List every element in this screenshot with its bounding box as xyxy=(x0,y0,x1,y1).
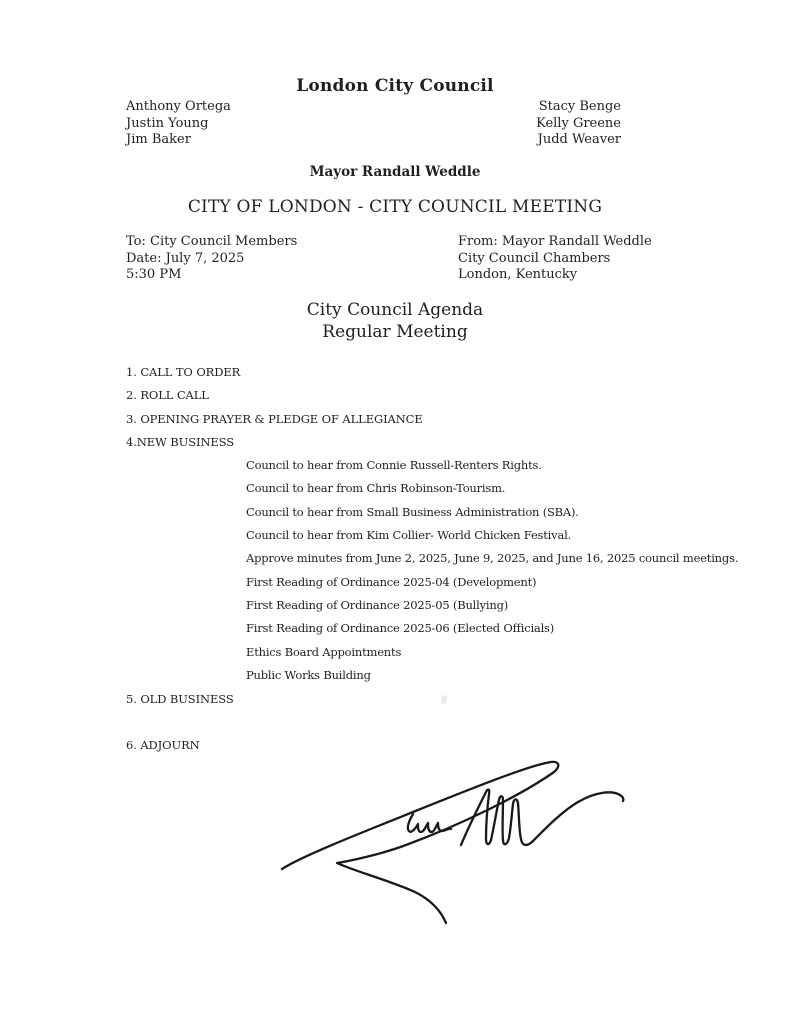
new-business-item: First Reading of Ordinance 2025-05 (Bullying) xyxy=(246,598,509,612)
new-business-item: Council to hear from Small Business Administration (SBA). xyxy=(246,505,579,519)
agenda-item-adjourn: 6. ADJOURN xyxy=(126,738,200,752)
council-members-left xyxy=(126,99,231,149)
agenda-item-prayer-pledge: 3. OPENING PRAYER & PLEDGE OF ALLEGIANCE xyxy=(126,412,423,426)
council-member: Judd Weaver xyxy=(537,132,621,147)
agenda-heading-line2: Regular Meeting xyxy=(322,321,468,342)
council-member: Kelly Greene xyxy=(536,115,621,131)
memo-time: 5:30 PM xyxy=(126,267,182,282)
memo-location-2: London, Kentucky xyxy=(458,267,578,282)
mayor-signature xyxy=(268,750,648,935)
new-business-item: Approve minutes from June 2, 2025, June 9, 2025, and June 16, 2025 council meetings. xyxy=(246,551,739,565)
council-member: Jim Baker xyxy=(126,132,191,147)
memo-to-block xyxy=(126,234,297,284)
memo-to: To: City Council Members xyxy=(126,234,298,249)
scan-artifact xyxy=(440,694,448,704)
agenda-item-new-business: 4.NEW BUSINESS xyxy=(126,435,235,449)
new-business-item: First Reading of Ordinance 2025-06 (Elected Officials) xyxy=(246,621,555,635)
agenda-item-old-business: 5. OLD BUSINESS xyxy=(126,692,234,706)
mayor-name-line: Mayor Randall Weddle xyxy=(309,164,481,180)
agenda-item-roll-call: 2. ROLL CALL xyxy=(126,388,209,402)
new-business-item: Council to hear from Kim Collier- World Chicken Festival. xyxy=(246,528,572,542)
meeting-title: CITY OF LONDON - CITY COUNCIL MEETING xyxy=(187,197,603,217)
new-business-item: Ethics Board Appointments xyxy=(246,645,402,659)
new-business-item: Council to hear from Chris Robinson-Tourism. xyxy=(246,481,506,495)
organization-title: London City Council xyxy=(296,76,494,96)
agenda-heading xyxy=(0,300,790,343)
memo-from: From: Mayor Randall Weddle xyxy=(458,234,652,249)
council-member: Stacy Benge xyxy=(538,99,621,114)
new-business-item: Public Works Building xyxy=(246,668,371,682)
council-member: Justin Young xyxy=(126,115,209,131)
agenda-heading-line1: City Council Agenda xyxy=(306,300,484,320)
new-business-item: First Reading of Ordinance 2025-04 (Development) xyxy=(246,575,537,589)
memo-date: Date: July 7, 2025 xyxy=(126,250,245,266)
agenda-item-call-to-order: 1. CALL TO ORDER xyxy=(126,365,241,379)
council-members-right xyxy=(536,99,621,149)
new-business-item: Council to hear from Connie Russell-Renters Rights. xyxy=(246,458,542,472)
memo-location-1: City Council Chambers xyxy=(458,250,611,266)
memo-from-block xyxy=(458,234,652,284)
signature-icon xyxy=(268,750,648,935)
council-member: Anthony Ortega xyxy=(126,99,231,114)
